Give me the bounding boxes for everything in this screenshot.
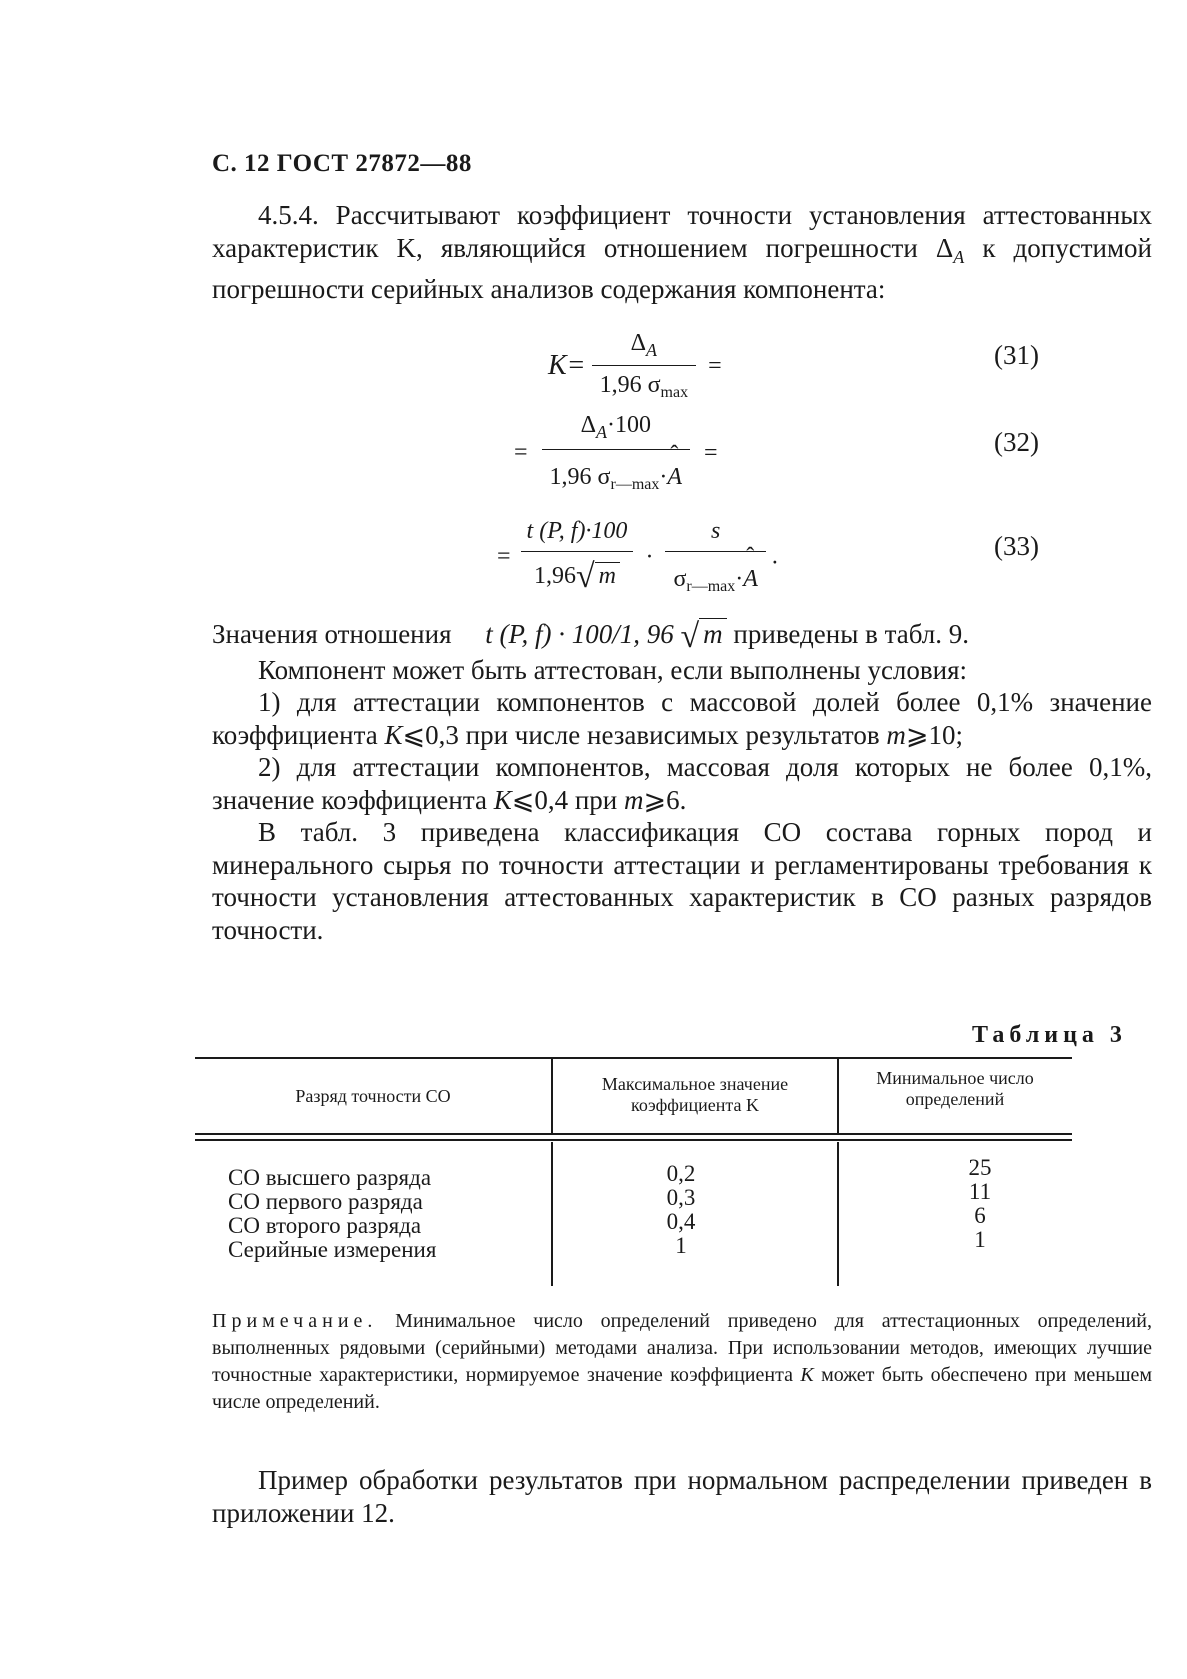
table-header-class: Разряд точности СО xyxy=(295,1086,451,1106)
note-label: Примечание. xyxy=(212,1310,378,1332)
formula-32-num-sub: A xyxy=(596,422,607,442)
section-4-5-4 xyxy=(212,199,1152,306)
table-header-coefficient: Максимальное значение коэффициента K xyxy=(601,1074,789,1115)
formula-33-den-1-radicand: m xyxy=(595,562,620,589)
table-cell: СО высшего разряда xyxy=(228,1165,432,1190)
formula-33-number: (33) xyxy=(994,531,1039,561)
condition-1-text-a: 1) для аттестации компонентов с массовой долей более 0,1% значение коэффициента xyxy=(212,687,1152,750)
conditions-intro: Компонент может быть аттестован, если выполнены условия: xyxy=(258,654,968,685)
table-col-coefficient xyxy=(646,1162,716,1258)
table-cell: 1 xyxy=(974,1227,986,1252)
formula-32 xyxy=(514,412,718,494)
formula-33-end: . xyxy=(771,543,778,570)
values-radicand: m xyxy=(699,618,727,649)
formula-31-den: 1,96 σ xyxy=(599,372,661,398)
table-cell: 11 xyxy=(968,1179,992,1204)
formula-31-num-sub: A xyxy=(646,340,658,360)
table-cell: СО первого разряда xyxy=(228,1189,423,1214)
condition-2-text-b: ⩽0,4 при xyxy=(511,784,624,815)
formula-33-num-2: s xyxy=(665,518,765,552)
condition-1 xyxy=(212,686,1152,751)
values-paragraph: Значения отношения t (P, f) · 100/1, 96 √ m приведены в табл. 9. xyxy=(212,618,969,655)
table-cell: Серийные измерения xyxy=(228,1237,437,1262)
condition-2-text-a: 2) для аттестации компонентов, массовая доля которых не более 0,1%, значение коэффициента xyxy=(212,752,1152,815)
formula-33-den-2-sub: r—max xyxy=(686,578,736,595)
table-cell: 6 xyxy=(974,1203,986,1228)
table-header-rule-1 xyxy=(195,1133,1072,1135)
formula-33-lhs: = xyxy=(497,543,511,570)
formula-31-lhs: K= xyxy=(548,350,586,381)
conditions-block xyxy=(212,618,1152,946)
formula-32-den-sub: r—max xyxy=(610,476,660,493)
table-col-min-count xyxy=(950,1156,1010,1252)
formula-32-num-tail: ·100 xyxy=(607,412,651,438)
intro-paragraph xyxy=(212,199,1152,306)
table-header-rule-2 xyxy=(195,1139,1072,1141)
formula-33-den-2-hat: ˆ A xyxy=(743,566,758,593)
note-k: K xyxy=(800,1364,814,1386)
formula-31-rhs: = xyxy=(708,352,722,379)
condition-1-k: K xyxy=(384,719,403,750)
table-cell: 0,4 xyxy=(666,1209,696,1234)
formula-33-dot: · xyxy=(645,543,654,570)
intro-text: 4.5.4. Рассчитывают коэффициент точности установления аттестованных характеристик K, являющийся отношением погрешности Δ xyxy=(212,200,1152,263)
intro-tail: к допустимой погрешности серийных анализов содержания компонента: xyxy=(212,232,1152,304)
table-col-class xyxy=(228,1166,436,1262)
table-cell: 25 xyxy=(968,1155,992,1180)
condition-1-text-b: ⩽0,3 при числе независимых результатов xyxy=(402,719,887,750)
table-cell: 1 xyxy=(675,1233,687,1258)
table-col-divider-1-head xyxy=(551,1059,553,1133)
formula-31-num: Δ xyxy=(630,330,647,356)
condition-2-m: m xyxy=(624,784,644,815)
formula-33 xyxy=(497,518,778,596)
condition-2-k: K xyxy=(493,784,512,815)
formula-32-den-tail: · xyxy=(659,464,668,490)
condition-2-text-c: ⩾6. xyxy=(643,784,687,815)
formula-32-fraction xyxy=(542,412,690,494)
table-header-min-count: Минимальное число определений xyxy=(876,1068,1034,1109)
table-cell: СО второго разряда xyxy=(228,1213,422,1238)
table-col-divider-2-head xyxy=(837,1059,839,1133)
condition-2 xyxy=(212,751,1152,816)
example-text: Пример обработки результатов при нормальном распределении приведен в приложении 12. xyxy=(212,1465,1152,1528)
table-caption: Таблица 3 xyxy=(972,1022,1127,1048)
values-text-c: приведены в табл. 9. xyxy=(726,619,969,649)
formula-31-fraction xyxy=(592,330,696,402)
formula-31 xyxy=(548,330,722,402)
table-note xyxy=(212,1308,1152,1416)
formula-33-fraction-1: $\frac{t (P, f)\cdot 100}{1,96√ m}$ xyxy=(521,518,634,596)
table-col-divider-1-body xyxy=(551,1142,553,1286)
condition-1-m: m xyxy=(886,719,906,750)
note-text-a: Минимальное число определений приведено для аттестационных определений, выполненных рядовыми (серийными) методами анализа. При использовании методов, имеющих лучшие точностные характеристики, нормируемое значение коэффициента xyxy=(212,1310,1152,1386)
table-cell: 0,2 xyxy=(666,1161,696,1186)
condition-1-text-c: ⩾10; xyxy=(905,719,963,750)
formula-32-den-hat: ˆ A xyxy=(667,464,682,491)
formula-31-den-sub: max xyxy=(660,384,689,401)
values-expression: t (P, f) · 100/1, 96 xyxy=(485,619,674,649)
formula-33-den-1: 1,96 xyxy=(533,563,576,589)
formula-31-number: (31) xyxy=(994,340,1039,370)
formula-32-lhs: = xyxy=(514,439,528,466)
formula-32-number: (32) xyxy=(994,427,1039,457)
example-paragraph xyxy=(212,1464,1152,1530)
formula-33-fraction-2 xyxy=(665,518,765,596)
note-text-b: может быть обеспечено при меньшем числе определений. xyxy=(212,1364,1153,1413)
table-cell: 0,3 xyxy=(666,1185,696,1210)
table-col-divider-2-body xyxy=(837,1142,839,1286)
formula-32-num: Δ xyxy=(580,412,596,438)
formula-32-rhs: = xyxy=(704,439,718,466)
formula-33-den-2: σ xyxy=(673,566,687,592)
values-text-a: Значения отношения xyxy=(212,619,452,649)
classification-paragraph: В табл. 3 приведена классификация СО состава горных пород и минерального сырья по точности аттестации и регламентированы требования к точности установления аттестованных характеристик в СО разных разрядов точности. xyxy=(212,817,1152,945)
page-header: С. 12 ГОСТ 27872—88 xyxy=(212,150,472,177)
formula-33-num-1: t (P, f)·100 xyxy=(521,518,634,552)
table-top-rule xyxy=(195,1057,1072,1059)
intro-subscript: A xyxy=(953,246,965,267)
formula-32-den: 1,96 σ xyxy=(549,464,611,490)
formula-33-den-2-tail: · xyxy=(735,566,744,592)
